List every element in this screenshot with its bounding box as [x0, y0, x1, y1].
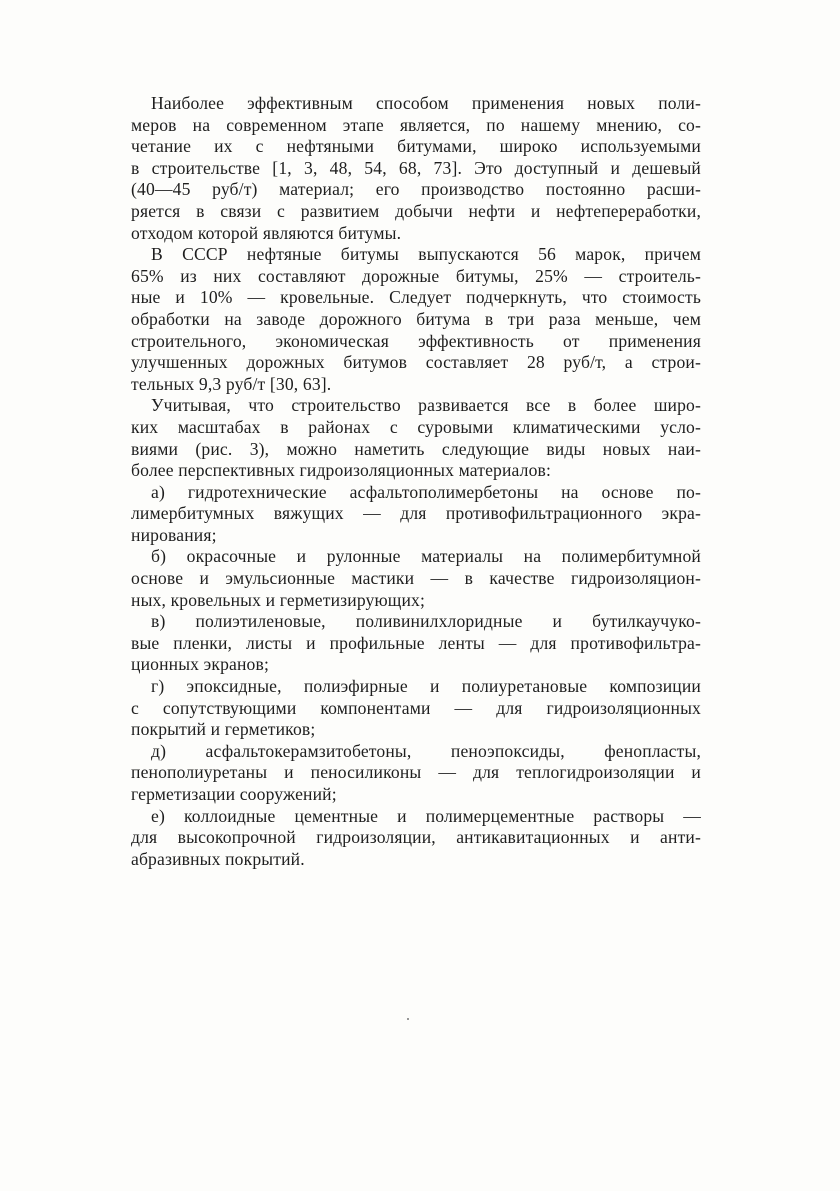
text-line: пенополиуретаны и пеносиликоны — для теплогидроизоляции и: [131, 762, 701, 783]
text-line: более перспективных гидроизоляционных материалов:: [131, 460, 552, 481]
text-line: герметизации сооружений;: [131, 784, 337, 804]
paragraph-item-a: [131, 482, 701, 547]
text-line: улучшенных дорожных битумов составляет 28 руб/т, а строи-: [131, 352, 701, 373]
text-line: ционных экранов;: [131, 654, 269, 675]
text-line: в строительстве [1, 3, 48, 54, 68, 73]. Это доступный и дешевый: [131, 157, 701, 178]
print-speck: [407, 1018, 409, 1020]
text-line: Наиболее эффективным способом применения новых поли-: [151, 93, 701, 113]
text-line: для высокопрочной гидроизоляции, антикавитационных и анти-: [131, 827, 701, 848]
text-line: (40—45 руб/т) материал; его производство постоянно расши-: [131, 179, 701, 200]
text-line: ных, кровельных и герметизирующих;: [131, 589, 426, 610]
text-line: в) полиэтиленовые, поливинилхлоридные и бутилкаучуко-: [151, 611, 701, 632]
text-line: 65% из них составляют дорожные битумы, 25% — строитель-: [131, 265, 701, 286]
text-line: ряется в связи с развитием добычи нефти и нефтепереработки,: [131, 200, 701, 221]
text-line: Учитывая, что строительство развивается все в более широ-: [151, 395, 701, 416]
paragraph-item-d: [131, 741, 701, 806]
text-line: покрытий и герметиков;: [131, 719, 316, 740]
text-line: а) гидротехнические асфальтополимербетоны на основе по-: [151, 481, 701, 502]
text-line: лимербитумных вяжущих — для противофильтрационного экра-: [131, 503, 701, 524]
text-line: с сопутствующими компонентами — для гидроизоляционных: [131, 697, 701, 718]
paragraph-p3: [131, 395, 701, 481]
text-line: основе и эмульсионные мастики — в качестве гидроизоляцион-: [131, 568, 701, 589]
text-line: тельных 9,3 руб/т [30, 63].: [131, 373, 332, 394]
text-line: ные и 10% — кровельные. Следует подчеркнуть, что стоимость: [131, 287, 701, 308]
text-line: г) эпоксидные, полиэфирные и полиуретановые композиции: [151, 676, 701, 697]
text-line: вые пленки, листы и профильные ленты — для противофильтра-: [131, 632, 701, 653]
paragraph-item-e: [131, 806, 701, 871]
text-line: д) асфальтокерамзитобетоны, пеноэпоксиды, фенопласты,: [151, 740, 701, 761]
paragraph-item-b: [131, 546, 701, 611]
text-line: меров на современном этапе является, по нашему мнению, со-: [131, 114, 701, 135]
paragraph-p2: [131, 244, 701, 395]
text-line: нирования;: [131, 524, 217, 545]
paragraph-item-v: [131, 611, 701, 676]
text-line: обработки на заводе дорожного битума в три раза меньше, чем: [131, 308, 701, 329]
text-line: виями (рис. 3), можно наметить следующие виды новых наи-: [131, 438, 701, 459]
text-line: е) коллоидные цементные и полимерцементные растворы —: [151, 805, 701, 826]
paragraph-item-g: [131, 676, 701, 741]
text-line: строительного, экономическая эффективность от применения: [131, 330, 701, 351]
text-line: В СССР нефтяные битумы выпускаются 56 марок, причем: [151, 244, 701, 265]
body-text: [131, 93, 701, 870]
text-line: ких масштабах в районах с суровыми климатическими усло-: [131, 416, 701, 437]
text-line: б) окрасочные и рулонные материалы на полимербитумной: [151, 546, 701, 567]
text-line: четание их с нефтяными битумами, широко используемыми: [131, 136, 701, 157]
paragraph-p1: [131, 93, 701, 244]
text-line: отходом которой являются битумы.: [131, 222, 402, 243]
text-line: абразивных покрытий.: [131, 848, 305, 869]
